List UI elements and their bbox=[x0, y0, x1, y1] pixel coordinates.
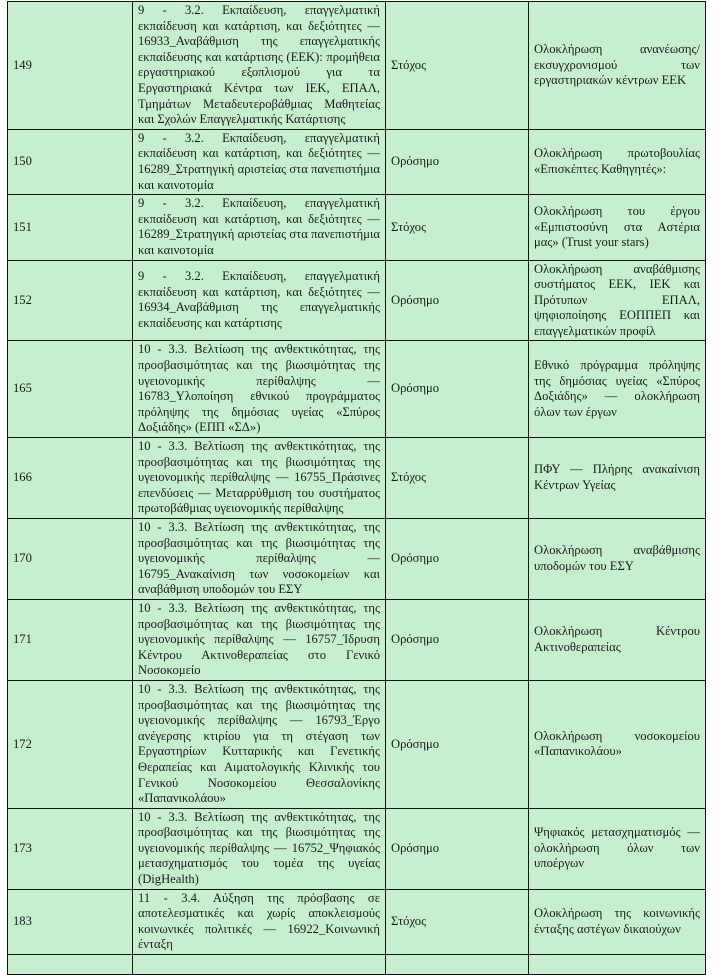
milestone-description: Ολοκλήρωση της κοινωνικής ένταξης αστέγων δικαιούχων bbox=[529, 889, 706, 954]
milestone-description: Ψηφιακός μετασχηματισμός — ολοκλήρωση όλων των υποέργων bbox=[529, 808, 706, 889]
measure-description: 10 - 3.3. Βελτίωση της ανθεκτικότητας, της προσβασιμότητας και της βιωσιμότητας της υγειονομικής περίθαλψης — 16757_Ίδρυση Κέντρου Ακτινοθεραπείας στο Γενικό Νοσοκομείο bbox=[133, 599, 386, 680]
milestone-type: Στόχος bbox=[386, 2, 529, 130]
measure-description: 9 - 3.2. Εκπαίδευση, επαγγελματική εκπαίδευση και κατάρτιση, και δεξιότητες — 16289_Στρατηγική αριστείας στα πανεπιστήμια και καινοτομία bbox=[133, 129, 386, 194]
milestone-description: Εθνικό πρόγραμμα πρόληψης της δημόσιας υγείας «Σπύρος Δοξιάδης» — ολοκλήρωση όλων των έργων bbox=[529, 341, 706, 438]
empty-cell bbox=[386, 955, 529, 975]
milestone-type: Στόχος bbox=[386, 889, 529, 954]
row-number: 165 bbox=[8, 341, 133, 438]
row-number: 152 bbox=[8, 260, 133, 341]
table-row bbox=[8, 808, 706, 889]
milestone-type: Ορόσημο bbox=[386, 680, 529, 808]
milestone-type: Ορόσημο bbox=[386, 519, 529, 600]
milestone-type: Ορόσημο bbox=[386, 341, 529, 438]
milestone-description: Ολοκλήρωση αναβάθμισης υποδομών του ΕΣΥ bbox=[529, 519, 706, 600]
milestone-description: Ολοκλήρωση αναβάθμισης συστήματος ΕΕΚ, ΙΕΚ και Πρότυπων ΕΠΑΛ, ψηφιοποίησης ΕΟΠΠΕΠ και επαγγελματικών προφίλ bbox=[529, 260, 706, 341]
row-number: 166 bbox=[8, 438, 133, 519]
measure-description: 10 - 3.3. Βελτίωση της ανθεκτικότητας, της προσβασιμότητας και της βιωσιμότητας της υγειονομικής περίθαλψης — 16752_Ψηφιακός μετασχηματισμός του τομέα της υγείας (DigHealth) bbox=[133, 808, 386, 889]
milestone-type: Ορόσημο bbox=[386, 808, 529, 889]
row-number: 170 bbox=[8, 519, 133, 600]
table-row bbox=[8, 680, 706, 808]
row-number: 150 bbox=[8, 129, 133, 194]
row-number: 171 bbox=[8, 599, 133, 680]
milestone-description: Ολοκλήρωση νοσοκομείου «Παπανικολάου» bbox=[529, 680, 706, 808]
milestone-description: Ολοκλήρωση του έργου «Εμπιστοσύνη στα Αστέρια μας» (Trust your stars) bbox=[529, 195, 706, 260]
table-row-partial bbox=[8, 955, 706, 975]
milestone-description: ΠΦΥ — Πλήρης ανακαίνιση Κέντρων Υγείας bbox=[529, 438, 706, 519]
row-number: 151 bbox=[8, 195, 133, 260]
row-number: 172 bbox=[8, 680, 133, 808]
empty-cell bbox=[133, 955, 386, 975]
table-row bbox=[8, 519, 706, 600]
table-row bbox=[8, 260, 706, 341]
measure-description: 10 - 3.3. Βελτίωση της ανθεκτικότητας, της προσβασιμότητας και της βιωσιμότητας της υγειονομικής περίθαλψης — 16795_Ανακαίνιση των νοσοκομείων και αναβάθμιση υποδομών του ΕΣΥ bbox=[133, 519, 386, 600]
measure-description: 10 - 3.3. Βελτίωση της ανθεκτικότητας, της προσβασιμότητας και της βιωσιμότητας της υγειονομικής περίθαλψης — 16783_Υλοποίηση εθνικού προγράμματος πρόληψης της δημόσιας υγείας «Σπύρος Δοξιάδης» (ΕΠΠ «ΣΔ») bbox=[133, 341, 386, 438]
row-number: 173 bbox=[8, 808, 133, 889]
measure-description: 9 - 3.2. Εκπαίδευση, επαγγελματική εκπαίδευση και κατάρτιση, και δεξιότητες — 16933_Αναβάθμιση της επαγγελματικής εκπαίδευσης και κατάρτισης (ΕΕΚ): προμήθεια εργαστηριακού εξοπλισμού για τα Εργαστηριακά Κέντρα των ΙΕΚ, ΕΠΑΛ, Τμημάτων Μεταδευτεροβάθμιας Μαθητείας και Σχολών Επαγγελματικής Κατάρτισης bbox=[133, 2, 386, 130]
measure-description: 11 - 3.4. Αύξηση της πρόσβασης σε αποτελεσματικές και χωρίς αποκλεισμούς κοινωνικές πολιτικές — 16922_Κοινωνική ένταξη bbox=[133, 889, 386, 954]
table-row bbox=[8, 341, 706, 438]
milestone-type: Ορόσημο bbox=[386, 260, 529, 341]
table-row bbox=[8, 2, 706, 130]
milestone-description: Ολοκλήρωση πρωτοβουλίας «Επισκέπτες Καθηγητές»: bbox=[529, 129, 706, 194]
milestone-description: Ολοκλήρωση ανανέωσης/εκσυγχρονισμού των εργαστηριακών κέντρων ΕΕΚ bbox=[529, 2, 706, 130]
milestone-type: Στόχος bbox=[386, 195, 529, 260]
measure-description: 9 - 3.2. Εκπαίδευση, επαγγελματική εκπαίδευση και κατάρτιση, και δεξιότητες — 16289_Στρατηγική αριστείας στα πανεπιστήμια και καινοτομία bbox=[133, 195, 386, 260]
table-row bbox=[8, 195, 706, 260]
row-number: 149 bbox=[8, 2, 133, 130]
table-row bbox=[8, 889, 706, 954]
row-number: 183 bbox=[8, 889, 133, 954]
measure-description: 10 - 3.3. Βελτίωση της ανθεκτικότητας, της προσβασιμότητας και της βιωσιμότητας της υγειονομικής περίθαλψης — 16755_Πράσινες επενδύσεις — Μεταρρύθμιση του συστήματος πρωτοβάθμιας υγειονομικής περίθαλψης bbox=[133, 438, 386, 519]
milestone-type: Ορόσημο bbox=[386, 129, 529, 194]
milestones-table bbox=[7, 1, 706, 975]
milestone-description: Ολοκλήρωση Κέντρου Ακτινοθεραπείας bbox=[529, 599, 706, 680]
table-row bbox=[8, 599, 706, 680]
table-row bbox=[8, 129, 706, 194]
empty-cell bbox=[8, 955, 133, 975]
milestone-type: Ορόσημο bbox=[386, 599, 529, 680]
measure-description: 10 - 3.3. Βελτίωση της ανθεκτικότητας, της προσβασιμότητας και της βιωσιμότητας της υγειονομικής περίθαλψης — 16793_Έργο ανέγερσης κτιρίου για τη στέγαση των Εργαστηρίων Κυτταρικής και Γενετικής Θεραπείας και Αιματολογικής Κλινικής του Γενικού Νοσοκομείου Θεσσαλονίκης «Παπανικολάου» bbox=[133, 680, 386, 808]
table-row bbox=[8, 438, 706, 519]
empty-cell bbox=[529, 955, 706, 975]
measure-description: 9 - 3.2. Εκπαίδευση, επαγγελματική εκπαίδευση και κατάρτιση, και δεξιότητες — 16934_Αναβάθμιση της επαγγελματικής εκπαίδευσης και κατάρτισης bbox=[133, 260, 386, 341]
milestone-type: Στόχος bbox=[386, 438, 529, 519]
